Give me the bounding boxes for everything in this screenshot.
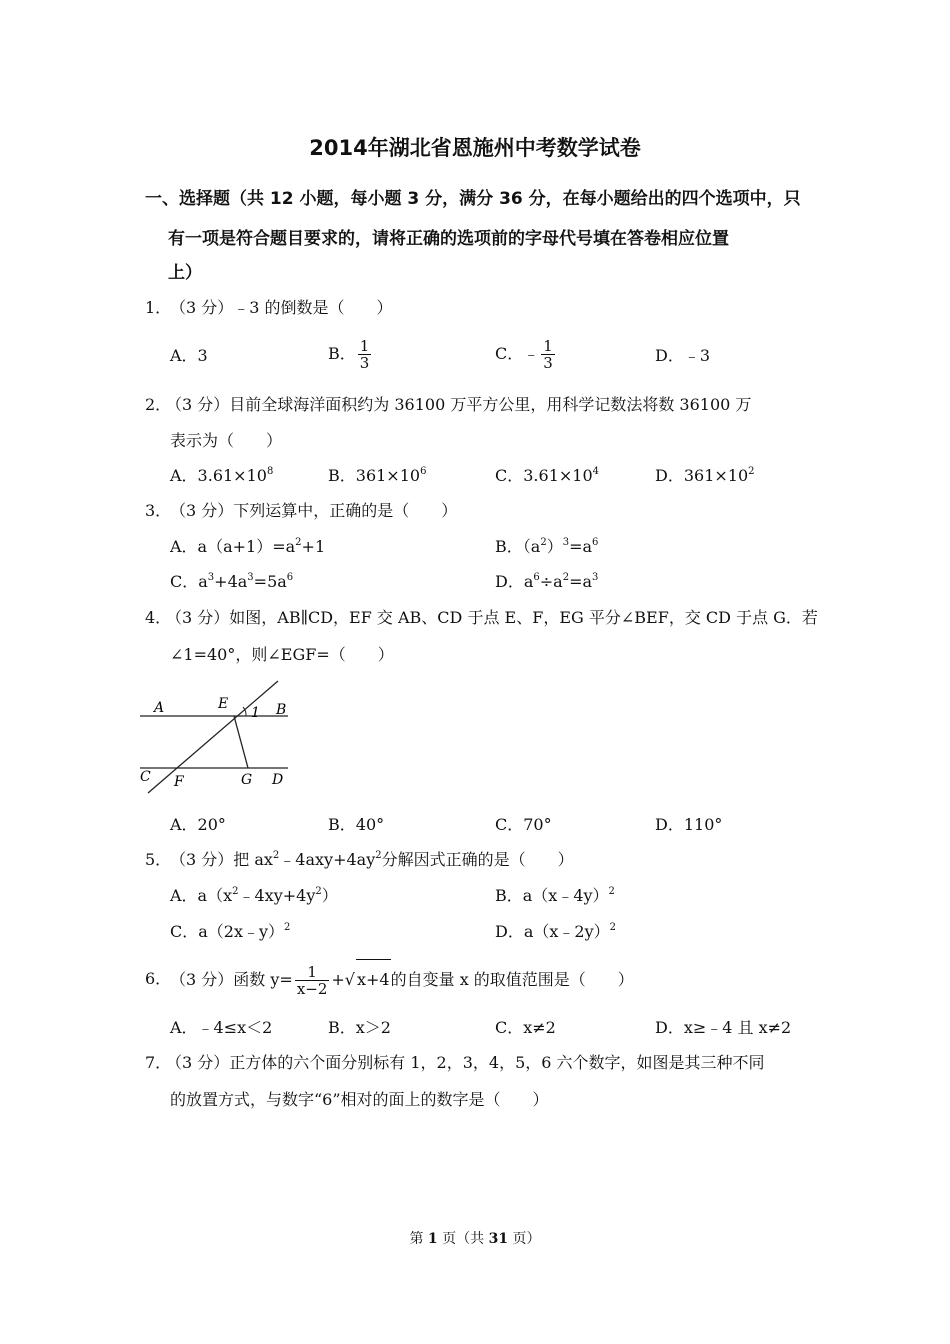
question-4-option-a: A．20° <box>170 815 226 834</box>
option-text: A．a（x <box>170 886 233 905</box>
question-5-option-d <box>495 920 616 944</box>
question-2-line1: （3 分）目前全球海洋面积约为 36100 万平方公里，用科学记数法将数 36100 万 <box>166 395 752 414</box>
fraction-numerator: 1 <box>295 964 330 981</box>
question-2-line2: 表示为（ ） <box>170 431 283 450</box>
question-3-number: 3． <box>145 501 172 520</box>
option-text: ÷a <box>539 572 563 591</box>
exponent: 2 <box>609 922 616 933</box>
question-2-number: 2． <box>145 395 172 414</box>
exponent: 2 <box>272 850 280 861</box>
plus-sqrt-sign: +√ <box>331 970 355 989</box>
question-text: （3 分）把 ax <box>170 850 273 869</box>
option-text: D．a <box>495 572 534 591</box>
exponent: 2 <box>540 537 547 548</box>
question-3-option-c <box>170 570 293 594</box>
exponent: 2 <box>748 466 755 477</box>
exponent: 2 <box>608 886 615 897</box>
exponent: 3 <box>562 537 570 548</box>
label-g: G <box>241 772 253 788</box>
question-2-option-a <box>170 464 273 488</box>
exponent: 6 <box>420 466 427 477</box>
option-text: C．a <box>170 572 208 591</box>
question-4-number: 4． <box>145 608 172 627</box>
footer-text: 第 <box>409 1231 428 1247</box>
option-text: ） <box>546 537 563 556</box>
fraction-numerator: 1 <box>359 337 370 355</box>
question-1-option-c <box>495 338 557 371</box>
exponent: 2 <box>295 537 302 548</box>
exponent: 2 <box>375 850 382 861</box>
question-3-option-d <box>495 570 598 594</box>
question-1-option-b <box>328 338 373 371</box>
label-d: D <box>272 772 284 788</box>
exponent: 4 <box>592 466 600 477</box>
exponent: 6 <box>533 572 540 583</box>
option-text: ﹣4xy+4y <box>238 886 316 905</box>
exponent: 2 <box>284 922 291 933</box>
section-heading-line2: 有一项是符合题目要求的，请将正确的选项前的字母代号填在答卷相应位置 <box>168 229 729 249</box>
question-text: ﹣4axy+4ay <box>279 850 376 869</box>
fraction-numerator: 1 <box>543 337 553 355</box>
total-pages: 31 <box>488 1231 509 1247</box>
footer-text: 页（共 <box>437 1231 489 1247</box>
question-7-number: 7． <box>145 1053 172 1072</box>
page-footer <box>0 1228 950 1248</box>
option-b-label: B． <box>328 344 356 363</box>
label-a: A <box>154 700 165 716</box>
question-6-number: 6． <box>145 969 172 988</box>
question-5-option-b <box>495 884 615 908</box>
option-text: C．3.61×10 <box>495 466 593 485</box>
question-4-option-d: D．110° <box>655 815 723 834</box>
question-4-line2: ∠1=40°，则∠EGF=（ ） <box>170 645 394 664</box>
option-text: +4a <box>214 572 248 591</box>
question-5-option-c <box>170 920 290 944</box>
question-2-option-d <box>655 464 755 488</box>
parallel-lines-figure <box>138 678 298 798</box>
question-1-option-d: D．﹣3 <box>655 346 711 365</box>
section-heading-line3: 上） <box>168 263 202 283</box>
question-6-option-b: B．x＞2 <box>328 1018 391 1037</box>
question-5-option-a <box>170 884 338 908</box>
option-text: A．a（a+1）=a <box>170 537 296 556</box>
exponent: 3 <box>592 572 599 583</box>
fraction-denominator: 3 <box>543 354 553 372</box>
option-c-label: C． <box>495 344 524 363</box>
question-3-text: （3 分）下列运算中，正确的是（ ） <box>170 501 458 520</box>
question-6-option-d: D．x≥﹣4 且 x≠2 <box>655 1018 792 1037</box>
question-5-text <box>170 848 574 872</box>
question-2-option-c <box>495 464 599 488</box>
question-1-text: （3 分）﹣3 的倒数是（ ） <box>170 298 393 317</box>
question-1-option-a: A．3 <box>170 346 208 365</box>
label-e: E <box>218 696 229 712</box>
question-text: 的自变量 x 的取值范围是（ ） <box>390 970 634 989</box>
option-text: B．361×10 <box>328 466 421 485</box>
minus-sign: ﹣ <box>523 344 540 363</box>
fraction-one-third <box>541 338 555 371</box>
question-6-option-a: A．﹣4≤x＜2 <box>170 1018 273 1037</box>
option-text: D．a（x﹣2y） <box>495 922 610 941</box>
exponent: 6 <box>286 572 294 583</box>
option-text: A．3.61×10 <box>170 466 267 485</box>
question-1-number: 1． <box>145 298 172 317</box>
option-text: +1 <box>301 537 326 556</box>
label-f: F <box>174 774 184 790</box>
transversal-ef <box>148 681 278 793</box>
question-text: 分解因式正确的是（ ） <box>381 850 574 869</box>
question-text: （3 分）函数 y= <box>170 970 293 989</box>
sqrt-radicand: x+4 <box>356 959 391 1000</box>
option-text: ） <box>321 886 338 905</box>
exponent: 8 <box>266 466 274 477</box>
fraction-denominator: 3 <box>359 354 370 372</box>
exponent: 6 <box>592 537 599 548</box>
question-3-option-b <box>495 535 598 559</box>
footer-text: 页） <box>508 1231 541 1247</box>
page-title: 2014年湖北省恩施州中考数学试卷 <box>309 136 641 160</box>
option-text: C．a（2x﹣y） <box>170 922 285 941</box>
question-3-option-a <box>170 535 325 559</box>
option-text: =5a <box>253 572 287 591</box>
question-5-number: 5． <box>145 850 172 869</box>
option-text: =a <box>569 537 593 556</box>
section-heading-line1: 一、选择题（共 12 小题，每小题 3 分，满分 36 分，在每小题给出的四个选项中，只 <box>145 189 801 209</box>
label-c: C <box>140 769 151 785</box>
option-text: B．（a <box>495 537 541 556</box>
question-7-line2: 的放置方式，与数字“6”相对的面上的数字是（ ） <box>170 1090 549 1109</box>
bisector-eg <box>234 716 248 768</box>
option-text: =a <box>569 572 593 591</box>
fraction-one-third <box>358 338 372 371</box>
label-b: B <box>276 702 287 718</box>
question-6-option-c: C．x≠2 <box>495 1018 556 1037</box>
fraction-function <box>295 964 330 997</box>
exponent: 2 <box>315 886 322 897</box>
question-6-text <box>170 959 634 1000</box>
exponent: 2 <box>232 886 239 897</box>
label-angle-1: 1 <box>251 705 260 721</box>
question-4-option-c: C．70° <box>495 815 552 834</box>
exponent: 2 <box>562 572 570 583</box>
fraction-denominator: x−2 <box>296 980 328 998</box>
question-4-line1: （3 分）如图，AB∥CD，EF 交 AB、CD 于点 E、F，EG 平分∠BEF，交 CD 于点 G．若 <box>166 608 818 627</box>
question-4-option-b: B．40° <box>328 815 385 834</box>
option-text: B．a（x﹣4y） <box>495 886 609 905</box>
exponent: 3 <box>247 572 254 583</box>
exponent: 3 <box>207 572 215 583</box>
page-number: 1 <box>427 1231 438 1247</box>
question-2-option-b <box>328 464 426 488</box>
option-text: D．361×10 <box>655 466 749 485</box>
question-7-line1: （3 分）正方体的六个面分别标有 1，2，3，4，5，6 六个数字，如图是其三种不同 <box>166 1053 765 1072</box>
